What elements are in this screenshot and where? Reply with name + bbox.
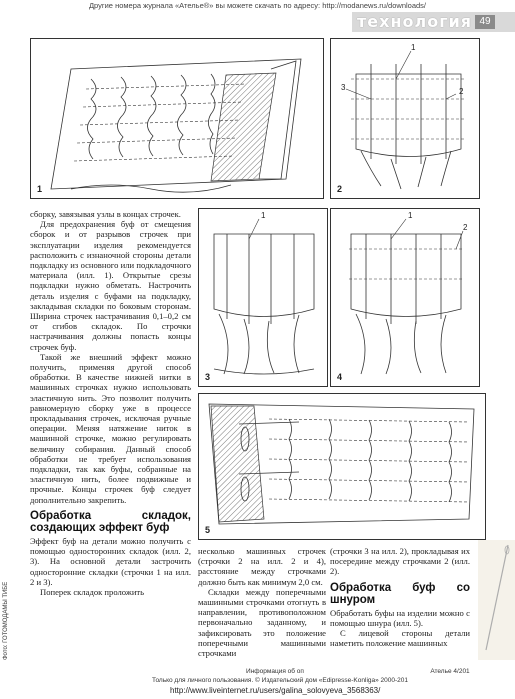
figure-2-callout-1: 1 bbox=[411, 43, 416, 52]
paragraph: Эффект буф на детали можно получить с помощью односторонних складок (илл. 2, 3). На основной детали застрочить односторонние складки (строчки 1 на илл. 2 и 3). bbox=[30, 535, 191, 587]
text-column-2 bbox=[198, 546, 326, 658]
figure-3-drawing bbox=[199, 209, 327, 386]
section-title: технология bbox=[357, 12, 473, 31]
figure-3-number: 3 bbox=[205, 372, 211, 382]
figure-4-callout-1: 1 bbox=[408, 211, 413, 220]
figure-3-callout-1: 1 bbox=[261, 211, 266, 220]
figure-5-number: 5 bbox=[205, 525, 211, 535]
figure-1-number: 1 bbox=[37, 184, 43, 194]
figure-3-panel bbox=[198, 208, 328, 387]
paragraph: несколько машинных строчек (строчки 2 на илл. 2 и 4), расстояние между строчками должно быть как минимум 2,0 см. bbox=[198, 546, 326, 587]
paragraph: Поперек складок проложить bbox=[40, 586, 145, 597]
footer-line-2: Только для личного пользования. © Издательский дом «Edipresse-Konliga» 2000-201 bbox=[151, 677, 409, 684]
figure-1-drawing bbox=[31, 39, 323, 198]
header-notice: Другие номера журнала «Ателье®» вы можете скачать по адресу: http://modanews.ru/downloads/ bbox=[88, 1, 427, 10]
figure-1-panel bbox=[30, 38, 324, 199]
figure-2-number: 2 bbox=[337, 184, 343, 194]
figure-2-callout-2: 2 bbox=[459, 87, 464, 96]
figure-4-panel bbox=[330, 208, 480, 387]
paragraph: Складки между поперечными машинными строчками отогнуть в направлении, противоположном первоначально заданному, и зафиксировать это положение поперечными машинными строчками bbox=[198, 586, 326, 659]
paragraph: (строчки 3 на илл. 2), прокладывая их посередине между строчками 2 (илл. 2). bbox=[330, 546, 470, 577]
figure-5-panel bbox=[198, 393, 486, 540]
needle-icon bbox=[478, 540, 515, 660]
text-column-3 bbox=[330, 546, 470, 648]
figure-4-number: 4 bbox=[337, 372, 343, 382]
paragraph: С лицевой стороны детали наметить положение машинных bbox=[330, 628, 470, 649]
section-heading-folds: Обработка складок, создающих эффект буф bbox=[30, 509, 191, 534]
paragraph: сборку, завязывая узлы в концах строчек. bbox=[30, 209, 181, 219]
footer-line-1: Информация об оп bbox=[246, 668, 304, 675]
figure-5-drawing bbox=[199, 394, 485, 539]
section-heading-cord: Обработка буф со шнуром bbox=[330, 581, 470, 606]
figure-2-panel bbox=[330, 38, 480, 199]
page-number: 49 bbox=[475, 15, 495, 29]
figure-4-callout-2: 2 bbox=[463, 223, 468, 232]
magazine-logo-mark bbox=[478, 540, 515, 660]
figure-2-callout-3: 3 bbox=[341, 83, 346, 92]
footer-issue: Ателье 4/201 bbox=[430, 668, 470, 675]
figure-2-drawing bbox=[331, 39, 479, 198]
paragraph: Такой же внешний эффект можно получить, применяя другой способ обработки. В качестве нижней нитки в машинных строчках нужно использовать эластичную нить. Это позволит получить равномерную сборку уже в процессе прокладывания строчек, исключая ручные операции. Меняя натяжение ниток в машинной строчке, можно регулировать величину собирания. Данный способ обработки не требует использования подкладки, так как буфы, собранные на эластичную нить, более подвижные и прочные. Концы строчек буф следует дополнительно закрепить. bbox=[30, 351, 191, 505]
paragraph: Для предохранения буф от смещения сборок и от разрывов строчек при эксплуатации изделия рекомендуется расположить с изнаночной стороны детали подкладку из основного или подкладочного материала (илл. 1). Открытые срезы подкладки нужно обметать. Настрочить деталь изделия с буфами на подкладку, закладывая складки по боковым сторонам. Ширина строчек настрачивания 0,1–0,2 см от сгибов складок. По строчки настрачивания должны попасть концы строчек буф. bbox=[30, 219, 191, 352]
figure-4-drawing bbox=[331, 209, 479, 386]
paragraph: Обработать буфы на изделии можно с помощью шнура (илл. 5). bbox=[330, 607, 470, 628]
photo-credit: Фото: ГОТОМОДАМЫ ТИБЕ bbox=[3, 581, 9, 660]
watermark-url[interactable]: http://www.liveinternet.ru/users/galina_solovyeva_3568363/ bbox=[170, 686, 381, 695]
text-column-1 bbox=[30, 209, 191, 597]
